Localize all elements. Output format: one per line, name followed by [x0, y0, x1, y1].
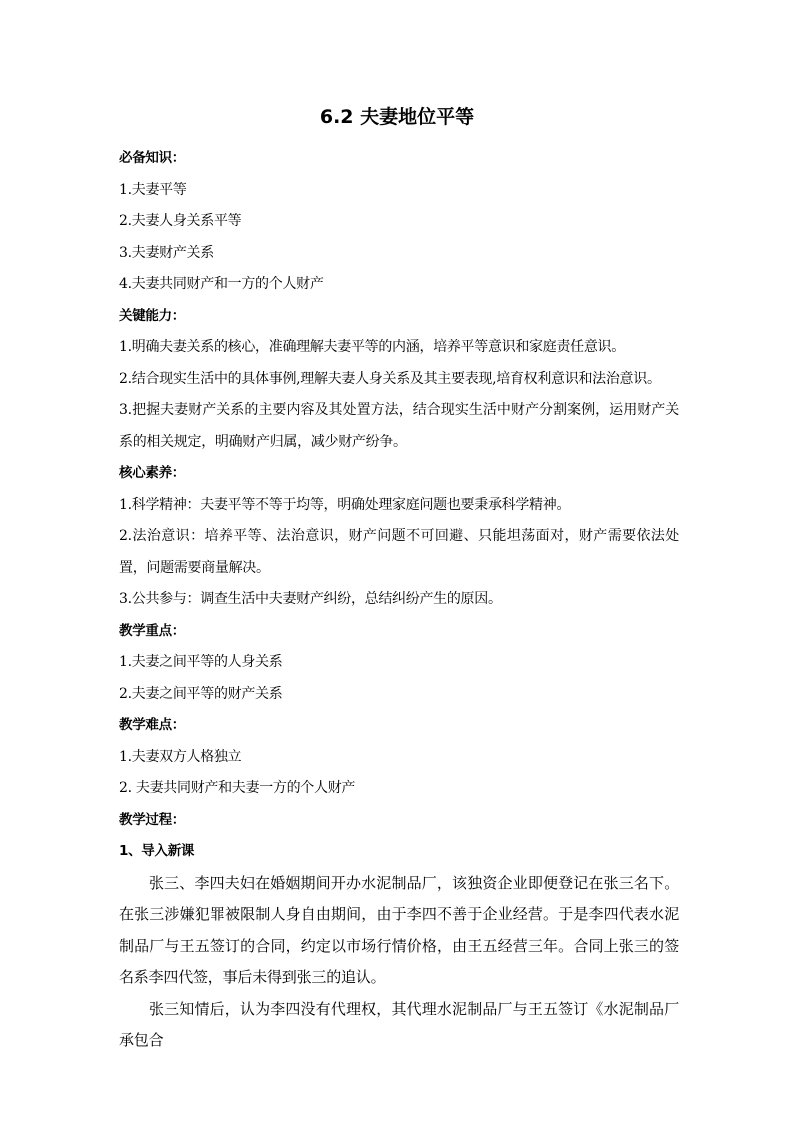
list-item: 3.公共参与：调查生活中夫妻财产纠纷，总结纠纷产生的原因。 — [119, 591, 502, 607]
subheading-introduction: 1、导入新课 — [119, 843, 195, 859]
list-item: 2.夫妻人身关系平等 — [119, 213, 242, 229]
list-item: 2.夫妻之间平等的财产关系 — [119, 685, 283, 702]
section-heading-essential-knowledge: 必备知识： — [119, 150, 185, 166]
body-paragraph: 张三知情后，认为李四没有代理权，其代理水泥制品厂与王五签订《水泥制品厂承包合 — [119, 999, 679, 1049]
section-heading-key-abilities: 关键能力： — [119, 307, 185, 324]
list-item: 1.科学精神：夫妻平等不等于均等，明确处理家庭问题也要秉承科学精神。 — [119, 496, 571, 513]
list-item: 3.把握夫妻财产关系的主要内容及其处置方法，结合现实生活中财产分割案例，运用财产关系的相关规定，明确财产归属，减少财产纷争。 — [119, 402, 679, 450]
document-body — [119, 143, 679, 1057]
section-heading-core-literacy: 核心素养： — [119, 465, 185, 481]
list-item: 3.夫妻财产关系 — [119, 244, 214, 261]
list-item: 2.法治意识：培养平等、法治意识，财产问题不可回避、只能坦荡面对，财产需要依法处置，问题需要商量解决。 — [119, 528, 679, 576]
section-heading-key-points: 教学重点： — [119, 622, 185, 639]
list-item: 4.夫妻共同财产和一方的个人财产 — [119, 276, 324, 292]
section-heading-teaching-process: 教学过程： — [119, 811, 185, 828]
list-item: 1.夫妻双方人格独立 — [119, 748, 242, 765]
list-item: 2. 夫妻共同财产和夫妻一方的个人财产 — [119, 780, 356, 796]
list-item: 2.结合现实生活中的具体事例,理解夫妻人身关系及其主要表现,培育权利意识和法治意识。 — [119, 370, 661, 387]
document-title: 6.2 夫妻地位平等 — [319, 106, 475, 128]
section-heading-difficult-points: 教学难点： — [119, 717, 185, 733]
body-paragraph: 张三、李四夫妇在婚姻期间开办水泥制品厂，该独资企业即便登记在张三名下。在张三涉嫌犯罪被限制人身自由期间，由于李四不善于企业经营。于是李四代表水泥制品厂与王五签订的合同，约定以市场行情价格，由王五经营三年。合同上张三的签名系李四代签，事后未得到张三的追认。 — [119, 873, 679, 986]
list-item: 1.夫妻之间平等的人身关系 — [119, 654, 283, 670]
list-item: 1.明确夫妻关系的核心，准确理解夫妻平等的内涵，培养平等意识和家庭责任意识。 — [119, 339, 625, 355]
list-item: 1.夫妻平等 — [119, 181, 187, 198]
